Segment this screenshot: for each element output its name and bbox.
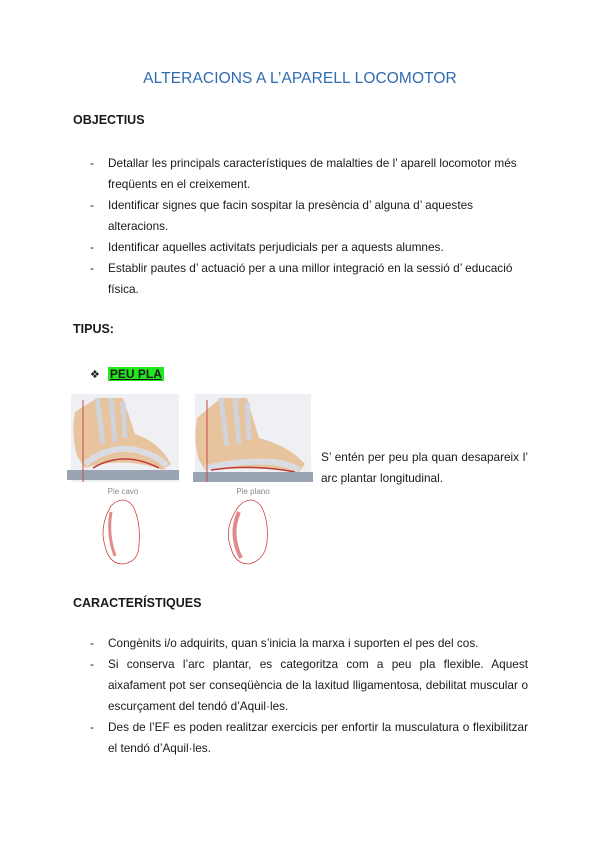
- list-item: - Detallar les principals característiques de malalties de l’ aparell locomotor més freqüents en el creixement.: [88, 153, 528, 195]
- list-item: - Des de l’EF es poden realitzar exercicis per enfortir la musculatura o flexibilitzar el tendó d’Aquil·les.: [88, 717, 528, 759]
- objectives-list: [88, 153, 528, 300]
- pes-cavus-illustration: [67, 394, 179, 564]
- caption-right: Pie plano: [236, 487, 270, 496]
- objectives-heading: OBJECTIUS: [73, 113, 145, 127]
- document-title: ALTERACIONS A L’APARELL LOCOMOTOR: [143, 70, 457, 87]
- characteristics-heading: CARACTERÍSTIQUES: [73, 596, 202, 610]
- caption-left: Pie cavo: [107, 487, 139, 496]
- bullet-diamond-icon: ❖: [90, 368, 100, 381]
- list-item: - Si conserva l’arc plantar, es categoritza com a peu pla flexible. Aquest aixafament pot ser conseqüència de la laxitud lligamentosa, debilitat muscular o escurçament del tendó d’Aquil·les.: [88, 654, 528, 717]
- list-item: - Identificar signes que facin sospitar la presència d’ alguna d’ aquestes alteracions.: [88, 195, 528, 237]
- flat-foot-illustration: [193, 394, 313, 564]
- list-item: - Establir pautes d’ actuació per a una millor integració en la sessió d’ educació física.: [88, 258, 528, 300]
- list-item: - Congènits i/o adquirits, quan s’inicia la marxa i suporten el pes del cos.: [88, 633, 528, 654]
- characteristics-list: [88, 633, 528, 759]
- list-item: - Identificar aquelles activitats perjudicials per a aquests alumnes.: [88, 237, 528, 258]
- foot-figure: [63, 394, 315, 572]
- types-heading: TIPUS:: [73, 322, 114, 336]
- peu-pla-definition: S’ entén per peu pla quan desapareix l’ arc plantar longitudinal.: [321, 450, 528, 485]
- subsection-peu-pla: [90, 365, 164, 383]
- subsection-label: PEU PLA: [109, 367, 162, 381]
